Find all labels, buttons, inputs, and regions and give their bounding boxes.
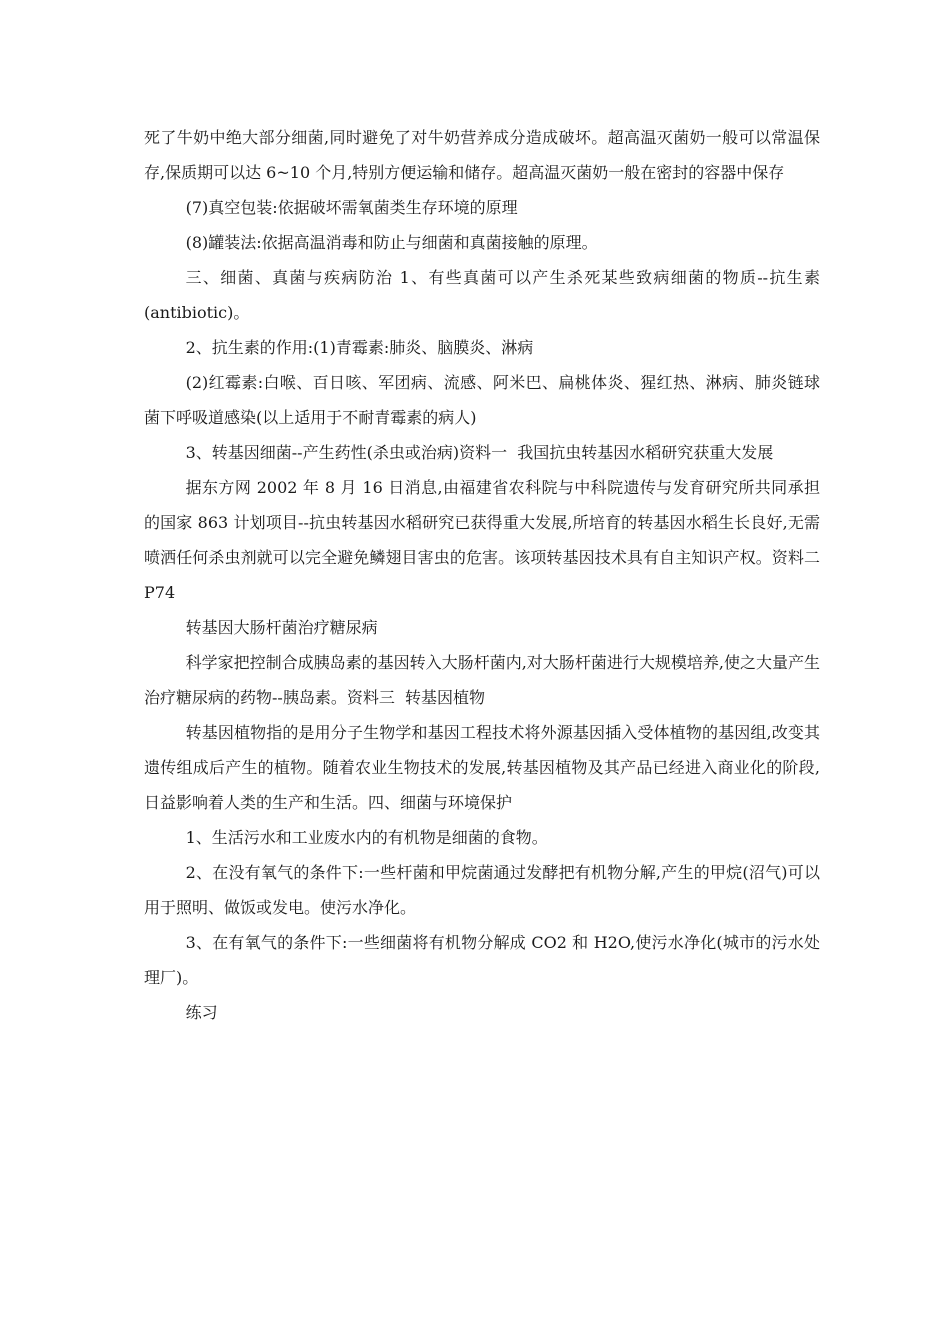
paragraph-wastewater: 1、生活污水和工业废水内的有机物是细菌的食物。	[185, 828, 548, 847]
paragraph-erythromycin: (2)红霉素:白喉、百日咳、军团病、流感、阿米巴、扁桃体炎、猩红热、淋病、肺炎链球菌下呼吸道感染(以上适用于不耐青霉素的病人)	[144, 373, 820, 427]
paragraph-insulin: 科学家把控制合成胰岛素的基因转入大肠杆菌内,对大肠杆菌进行大规模培养,使之大量产生治疗糖尿病的药物--胰岛素。资料三 转基因植物	[144, 653, 820, 707]
paragraph-antibiotic-use: 2、抗生素的作用:(1)青霉素:肺炎、脑膜炎、淋病	[185, 338, 534, 357]
paragraph-anaerobic: 2、在没有氧气的条件下:一些杆菌和甲烷菌通过发酵把有机物分解,产生的甲烷(沼气)可以用于照明、做饭或发电。使污水净化。	[144, 863, 820, 917]
document-body	[144, 120, 846, 1030]
paragraph-ecoli-heading: 转基因大肠杆菌治疗糖尿病	[185, 618, 378, 637]
paragraph-vacuum-packing: (7)真空包装:依据破坏需氧菌类生存环境的原理	[185, 198, 518, 217]
paragraph-aerobic: 3、在有氧气的条件下:一些细菌将有机物分解成 CO2 和 H2O,使污水净化(城市的污水处理厂)。	[144, 933, 820, 987]
paragraph-section-three: 三、细菌、真菌与疾病防治 1、有些真菌可以产生杀死某些致病细菌的物质--抗生素(antibiotic)。	[144, 268, 820, 322]
paragraph-exercise: 练习	[185, 1003, 218, 1022]
paragraph-transgenic-plants: 转基因植物指的是用分子生物学和基因工程技术将外源基因插入受体植物的基因组,改变其遗传组成后产生的植物。随着农业生物技术的发展,转基因植物及其产品已经进入商业化的阶段,日益影响着人类的生产和生活。四、细菌与环境保护	[144, 723, 820, 812]
paragraph-continuation: 死了牛奶中绝大部分细菌,同时避免了对牛奶营养成分造成破坏。超高温灭菌奶一般可以常温保存,保质期可以达 6~10 个月,特别方便运输和储存。超高温灭菌奶一般在密封的容器中保存	[144, 128, 820, 182]
paragraph-news-report: 据东方网 2002 年 8 月 16 日消息,由福建省农科院与中科院遗传与发育研究所共同承担的国家 863 计划项目--抗虫转基因水稻研究已获得重大发展,所培育的转基因水稻生长良好,无需喷洒任何杀虫剂就可以完全避免鳞翅目害虫的危害。该项转基因技术具有自主知识产权。资料二 P74	[144, 478, 846, 602]
paragraph-canning: (8)罐装法:依据高温消毒和防止与细菌和真菌接触的原理。	[185, 233, 598, 252]
paragraph-transgenic-bacteria: 3、转基因细菌--产生药性(杀虫或治病)资料一 我国抗虫转基因水稻研究获重大发展	[185, 443, 774, 462]
